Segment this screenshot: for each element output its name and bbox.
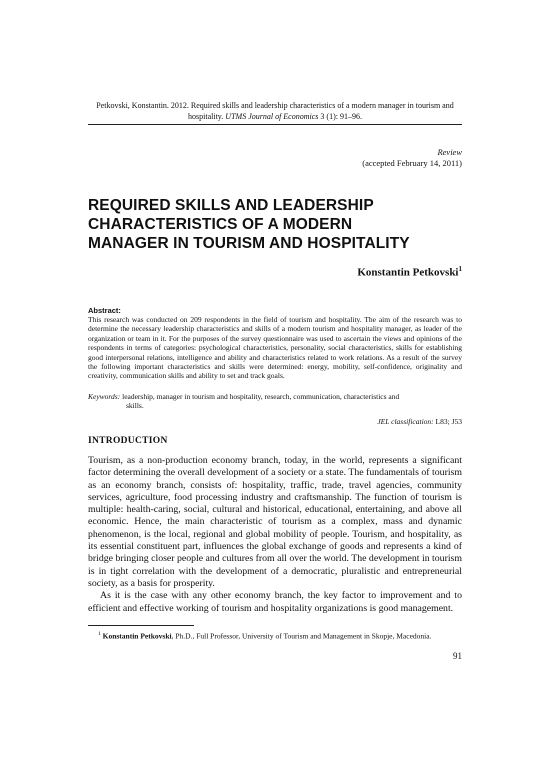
citation-divider (88, 124, 462, 125)
accepted-date: (accepted February 14, 2011) (362, 158, 462, 168)
citation-volume: 3 (1): 91–96. (320, 112, 362, 121)
keywords-label: Keywords: (88, 392, 121, 401)
title-line-1: REQUIRED SKILLS AND LEADERSHIP (88, 197, 374, 214)
footnote (88, 629, 462, 642)
abstract-text: This research was conducted on 209 respondents in the field of tourism and hospitality. The aim of the research was to determine the necessary leadership characteristics and skills of a modern tourism and hospitality manager, as leader of the organization or team in it. For the purposes of the survey questionnaire was used to ascertain the views and opinions of the respondents in terms of categories: psychological characteristics, personality, social characteristics, skills for establishing good interpersonal relations, intelligence and ability and characteristics related to work relations. As a result of the survey the following important characteristics and skills were determined: energy, mobility, self-confidence, originality and creativity, communication skills and ability to set and track goals. (88, 315, 462, 381)
footnote-author: Konstantin Petkovski (102, 631, 172, 641)
body-text (88, 455, 462, 615)
citation-text: Petkovski, Konstantin. 2012. Required skills and leadership characteristics of a modern manager in tourism and hospitality. (96, 101, 454, 121)
page-number: 91 (453, 651, 462, 661)
abstract (88, 306, 462, 381)
abstract-label: Abstract: (88, 306, 121, 315)
jel-classification (250, 417, 462, 427)
paper-title (88, 196, 468, 253)
body-paragraph-1: Tourism, as a non-production economy branch, today, in the world, represents a significant factor determining the overall development of a society or a state. The fundamentals of tourism as an economy branch, consists of: hospitality, traffic, trade, travel agencies, community services, agriculture, food processing industry and craftsmanship. The function of tourism is multiple: health-caring, social, cultural and historical, educational, entertaining, and above all economic. Hence, the main characteristic of tourism as a complex, mass and dynamic phenomenon, is the local, regional and global mobility of people. Tourism, and hospitality, as its essential constituent part, influences the global exchange of goods and represents a kind of bridge bringing closer people and cultures from all over the world. The development in tourism is in tight correlation with the development of a democratic, pluralistic and entrepreneurial society, as a basis for prosperity. (88, 455, 462, 589)
title-line-2: CHARACTERISTICS OF A MODERN (88, 216, 353, 233)
section-heading: INTRODUCTION (88, 436, 168, 446)
keywords-text: leadership, manager in tourism and hospitality, research, communication, characteristics and (122, 392, 400, 401)
author-footnote-mark: 1 (458, 265, 462, 273)
keywords (88, 392, 462, 411)
jel-label: JEL classification: (377, 417, 434, 426)
footnote-text: , Ph.D., Full Professor, University of Tourism and Management in Skopje, Macedonia. (171, 631, 432, 641)
citation-header (88, 100, 462, 122)
footnote-mark: 1 (98, 631, 101, 637)
review-info (300, 147, 462, 169)
author-name: Konstantin Petkovski (357, 266, 459, 279)
citation-journal: UTMS Journal of Economics (225, 112, 319, 121)
author (250, 265, 462, 279)
body-paragraph-2: As it is the case with any other economy branch, the key factor to improvement and to efficient and effective working of tourism and hospitality organizations is good management. (88, 590, 462, 614)
title-line-3: MANAGER IN TOURISM AND HOSPITALITY (88, 235, 410, 252)
footnote-divider (88, 625, 194, 626)
review-label: Review (437, 147, 462, 157)
jel-codes: L83; J53 (435, 417, 462, 426)
keywords-continuation: skills. (126, 401, 144, 411)
